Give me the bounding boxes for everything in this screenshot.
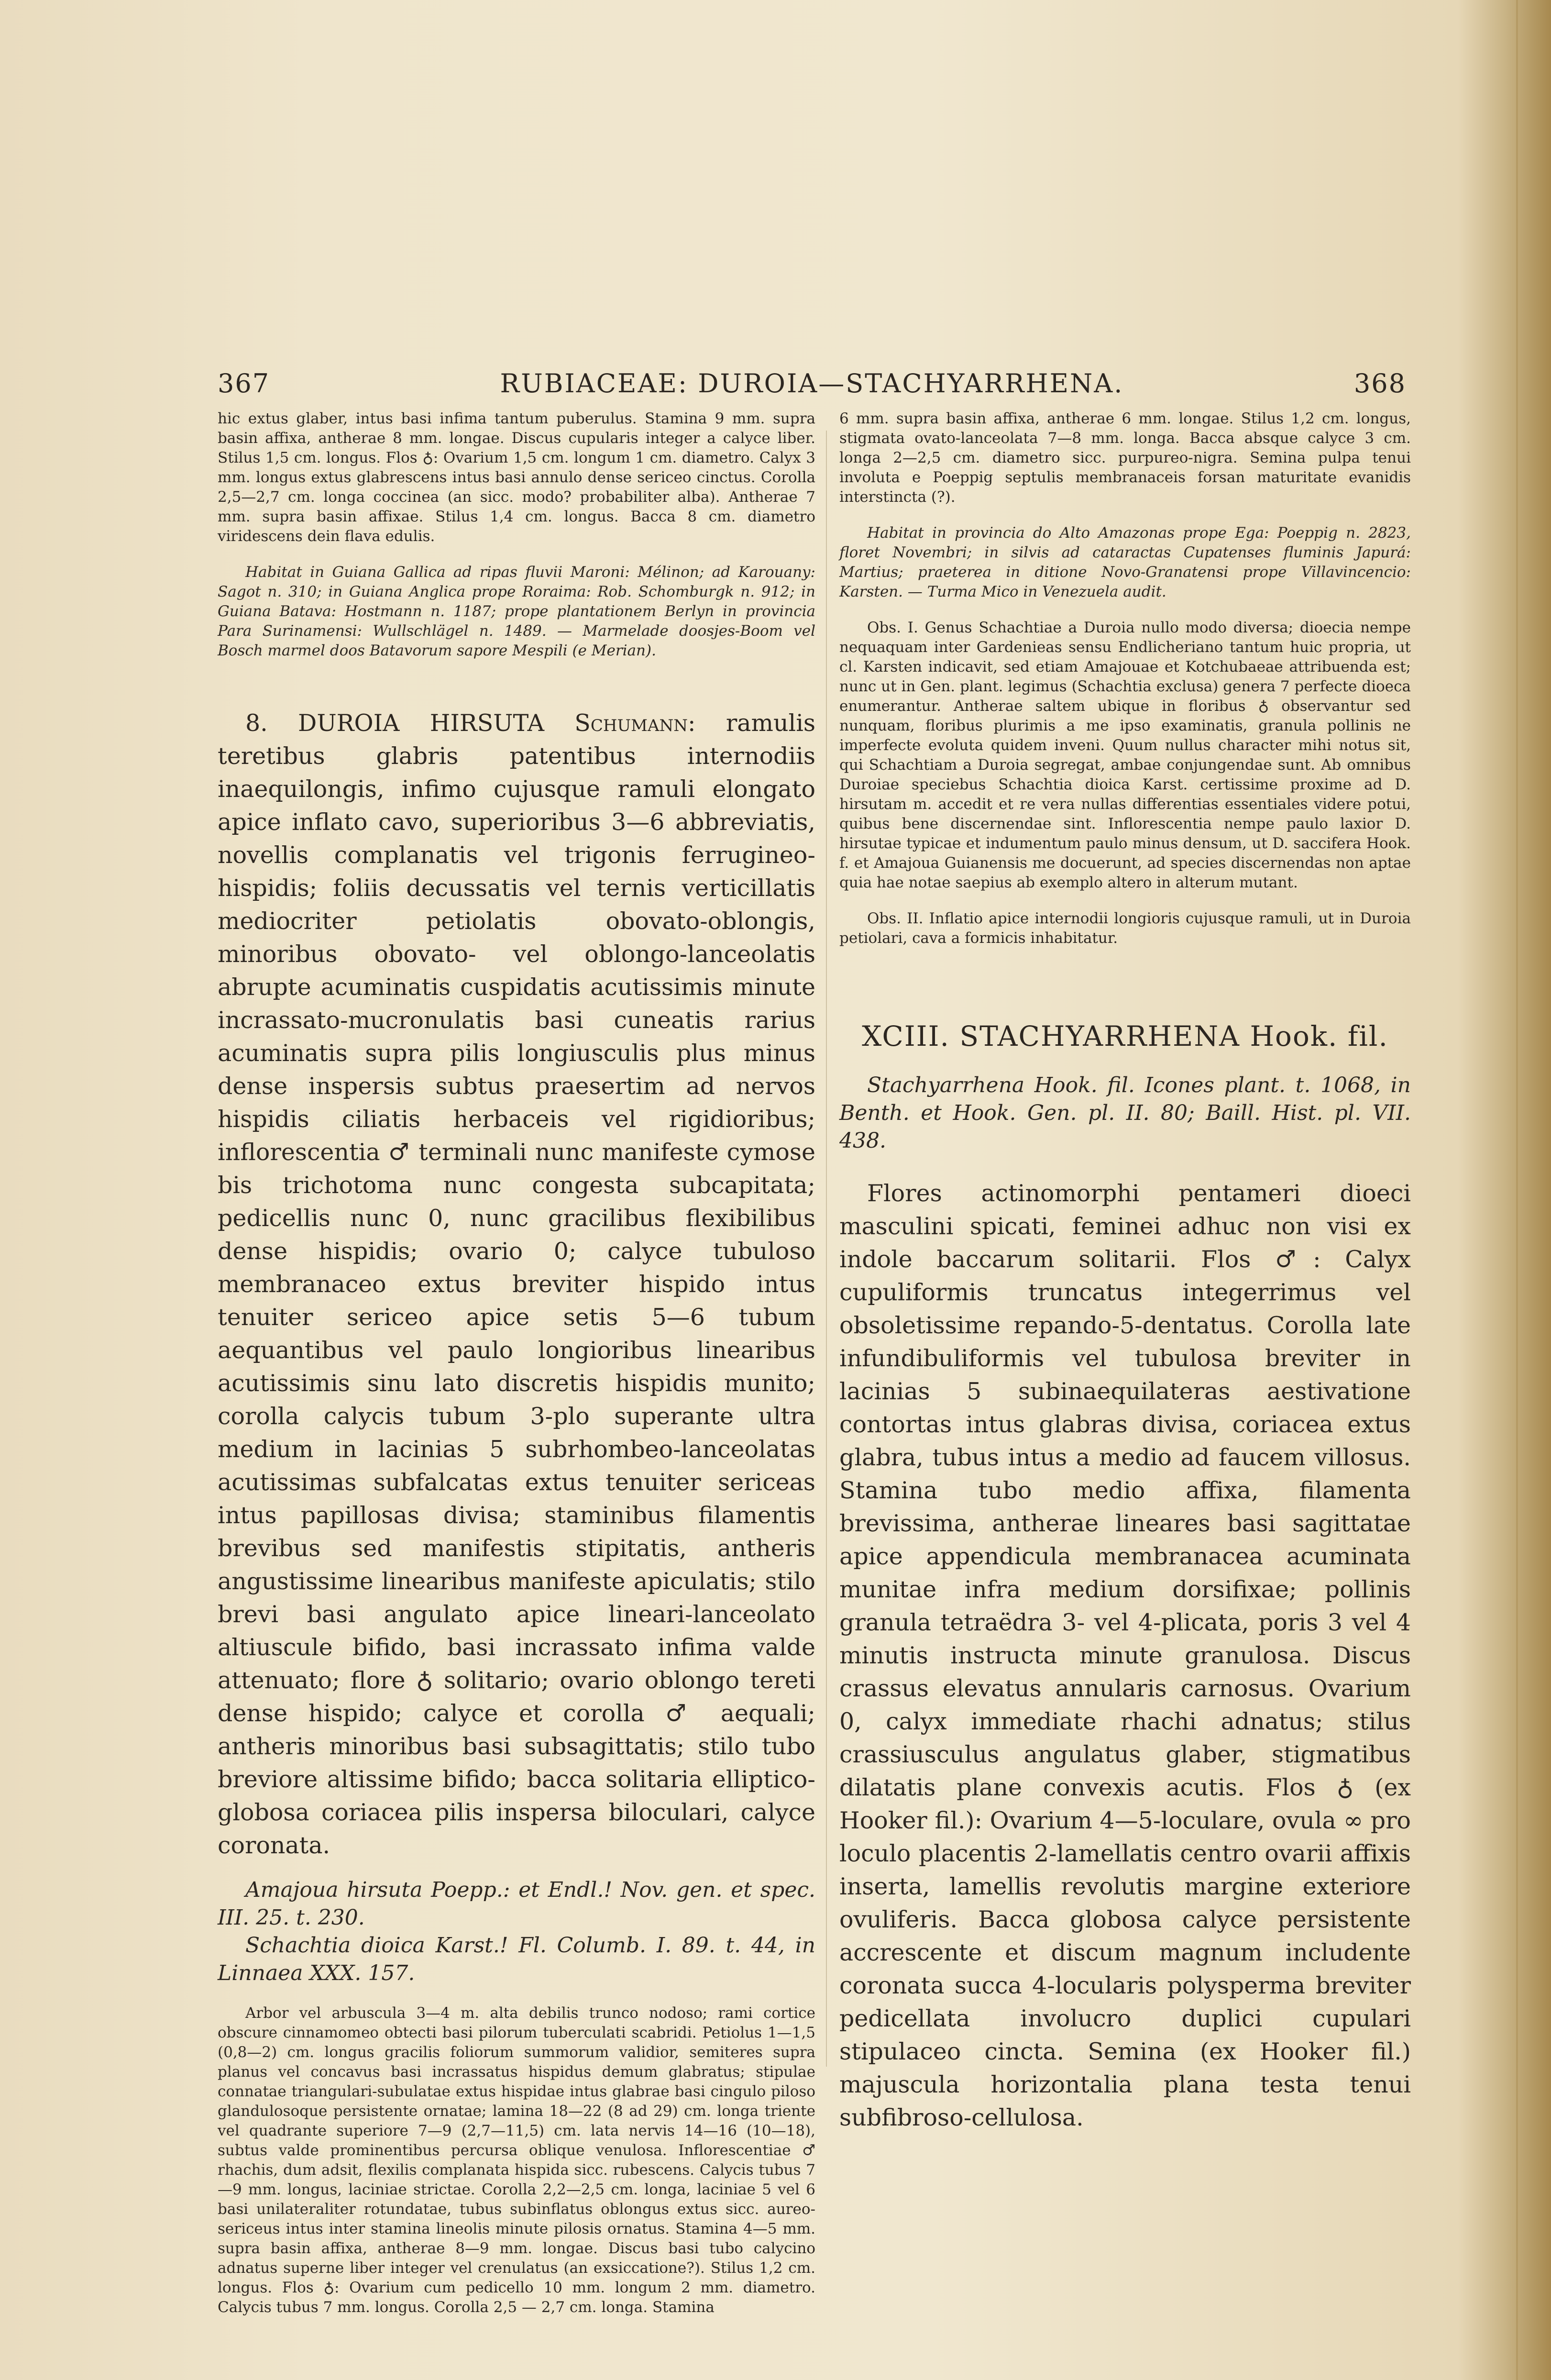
species-paragraph bbox=[218, 707, 815, 1862]
synonym-amajoua: Amajoua hirsuta Poepp.: et Endl.! Nov. gen. et spec. III. 25. t. 230. bbox=[218, 1878, 815, 1930]
running-header bbox=[218, 364, 1406, 407]
genus-description: Flores actinomorphi pentameri dioeci masculini spicati, feminei adhuc non visi ex indole baccarum solitarii. Flos ♂: Calyx cupuliformis truncatus integerrimus vel obsoletissime repando-5-dentatus. Corolla late infundibuliformis vel tubulosa breviter in lacinias 5 subinaequilateras aestivatione contortas intus glabras divisa, coriacea extus glabra, tubus intus a medio ad faucem villosus. Stamina tubo medio affixa, filamenta brevissima, antherae lineares basi sagittatae apice appendicula membranacea acuminata munitae infra medium dorsifixae; pollinis granula tetraëdra 3- vel 4-plicata, poris 3 vel 4 minutis instructa minute granulosa. Discus crassus elevatus annularis carnosus. Ovarium 0, calyx immediate rhachi adnatus; stilus crassiusculus angulatus glaber, stigmatibus dilatatis plane convexis acutis. Flos ♁ (ex Hooker fil.): Ovarium 4—5-loculare, ovula ∞ pro loculo placentis 2-lamellatis centro ovarii affixis inserta, lamellis revolutis margine exteriore ovuliferis. Bacca globosa calyce persistente accrescente et discum magnum includente coronata succa 4-locularis polysperma breviter pedicellata involucro duplici cupulari stipulaceo cincta. Semina (ex Hooker fil.) majuscula horizontalia plana testa tenui subfibroso-cellulosa. bbox=[839, 1180, 1411, 2131]
observation-1: Obs. I. Genus Schachtiae a Duroia nullo modo diversa; dioecia nempe nequaquam inter Gardenieas sensu Endlicheriano tantum huic propria, ut cl. Karsten indicavit, sed etiam Amajouae et Kotchubaeae attribuenda est; nunc ut in Gen. plant. legimus (Schachtia exclusa) genera 7 perfecte dioeca enumerantur. Antherae saltem ubique in floribus ♁ observantur sed nunquam, floribus plurimis a me ipso examinatis, granula pollinis ne imperfecte evoluta quidem inveni. Quum nullus character mihi notus sit, qui Schachtiam a Duroia segregat, ambae conjungendae sunt. Ab omnibus Duroiae speciebus Schachtia dioica Karst. certissime proxime ad D. hirsutam m. accedit et re vera nullas differentias essentiales videre potui, quibus bene discernendae sint. Inflorescentia nempe paulo laxior D. hirsutae typicae et indumentum paulo minus densum, ut D. saccifera Hook. f. et Amajoua Guianensis me docuerunt, ad species discernendas non aptae quia hae notae saepius ab exemplo altero in alterum mutant. bbox=[839, 619, 1411, 891]
synonym-schachtia: Schachtia dioica Karst.! Fl. Columb. I. 89. t. 44, in Linnaea XXX. 157. bbox=[218, 1933, 815, 1985]
column-divider bbox=[826, 431, 827, 2067]
species-description: ramulis teretibus glabris patentibus internodiis inaequilongis, infimo cujusque ramuli elongato apice inflato cavo, superioribus 3—6 abbreviatis, novellis complanatis vel trigonis ferrugineo-hispidis; foliis decussatis vel ternis verticillatis mediocriter petiolatis obovato-oblongis, minoribus obovato- vel oblongo-lanceolatis abrupte acuminatis cuspidatis acutissimis minute incrassato-mucronulatis basi cuneatis rarius acuminatis supra pilis longiusculis plus minus dense inspersis subtus praesertim ad nervos hispidis ciliatis herbaceis vel rigidioribus; inflorescentia ♂ terminali nunc manifeste cymose bis trichotoma nunc congesta subcapitata; pedicellis nunc 0, nunc gracilibus flexibilibus dense hispidis; ovario 0; calyce tubuloso membranaceo extus breviter hispido intus tenuiter sericeo apice setis 5—6 tubum aequantibus vel paulo longioribus linearibus acutissimis sinu lato discretis hispidis munito; corolla calycis tubum 3-plo superante ultra medium in lacinias 5 subrhombeo-lanceolatas acutissimas subfalcatas extus tenuiter sericeas intus papillosas divisa; staminibus filamentis brevibus sed manifestis stipitatis, antheris angustissime linearibus manifeste apiculatis; stilo brevi basi angulato apice lineari-lanceolato altiuscule bifido, basi incrassato infima valde attenuato; flore ♁ solitario; ovario oblongo tereti dense hispido; calyce et corolla ♂ aequali; antheris minoribus basi subsagittatis; stilo tubo breviore altissime bifido; bacca solitaria elliptico-globosa coriacea pilis inspersa biloculari, calyce coronata. bbox=[218, 709, 816, 1859]
page-edge bbox=[1516, 0, 1518, 2380]
running-title: RUBIACEAE: DUROIA—STACHYARRHENA. bbox=[500, 368, 1124, 399]
habitat-paragraph: Habitat in Guiana Gallica ad ripas fluvii Maroni: Mélinon; ad Karouany: Sagot n. 310; in Guiana Anglica prope Roraima: Rob. Schomburgk n. 912; in Guiana Batava: Hostmann n. 1187; prope plantationem Berlyn in provincia Para Surinamensi: Wullschlägel n. 1489. — Marmelade doosjes-Boom vel Bosch marmel doos Batavorum sapore Mespili (e Merian). bbox=[218, 564, 815, 659]
arbor-description: Arbor vel arbuscula 3—4 m. alta debilis trunco nodoso; rami cortice obscure cinnamomeo obtecti basi pilorum tuberculati scabridi. Petiolus 1—1,5 (0,8—2) cm. longus gracilis foliorum summorum validior, semiteres supra planus vel concavus basi incrassatus hispidus demum glabratus; stipulae connatae triangulari-subulatae extus hispidae intus glabrae basi cingulo piloso glandulosoque persistente ornatae; lamina 18—22 (8 ad 29) cm. longa triente vel quadrante superiore 7—9 (2,7—11,5) cm. lata nervis 14—16 (10—18), subtus valde prominentibus percursa oblique venulosa. Inflorescentiae ♂ rhachis, dum adsit, flexilis complanata hispida sicc. rubescens. Calycis tubus 7—9 mm. longus, laciniae strictae. Corolla 2,2—2,5 cm. longa, laciniae 5 vel 6 basi unilateraliter rotundatae, tubus subinflatus oblongus extus sicc. aureo-sericeus intus inter stamina lineolis minute pilosis ornatus. Stamina 4—5 mm. supra basin affixa, antherae 8—9 mm. longae. Discus basi tubo calycino adnatus superne liber integer vel crenulatus (an exsiccatione?). Stilus 1,2 cm. longus. Flos ♁: Ovarium cum pedicello 10 mm. longum 2 mm. diametro. Calycis tubus 7 mm. longus. Corolla 2,5 — 2,7 cm. longa. Stamina bbox=[218, 2004, 815, 2316]
right-column bbox=[839, 409, 1411, 2134]
page-number-right: 368 bbox=[1353, 368, 1406, 399]
description-continued: hic extus glaber, intus basi infima tantum puberulus. Stamina 9 mm. supra basin affixa, antherae 8 mm. longae. Discus cupularis integer a calyce liber. Stilus 1,5 cm. longus. Flos ♁: Ovarium 1,5 cm. longum 1 cm. diametro. Calyx 3 mm. longus extus glabrescens intus basi annulo dense sericeo cinctus. Corolla 2,5—2,7 cm. longa coccinea (an sicc. modo? probabiliter alba). Antherae 7 mm. supra basin affixae. Stilus 1,4 cm. longus. Bacca 8 cm. diametro viridescens dein flava edulis. bbox=[218, 410, 815, 545]
synonymy bbox=[218, 1876, 815, 1987]
genus-reference: Stachyarrhena Hook. fil. Icones plant. t. 1068, in Benth. et Hook. Gen. pl. II. 80; Baill. Hist. pl. VII. 438. bbox=[839, 1073, 1411, 1153]
left-column bbox=[218, 409, 815, 2317]
habitat-paragraph-right: Habitat in provincia do Alto Amazonas prope Ega: Poeppig n. 2823, floret Novembri; in silvis ad cataractas Cupatenses fluminis Japurá: Martius; praeterea in ditione Novo-Granatensi prope Villavincencio: Karsten. — Turma Mico in Venezuela audit. bbox=[839, 524, 1411, 600]
description-continued-right: 6 mm. supra basin affixa, antherae 6 mm. longae. Stilus 1,2 cm. longus, stigmata ovato-lanceolata 7—8 mm. longa. Bacca absque calyce 3 cm. longa 2—2,5 cm. diametro sicc. purpureo-nigra. Semina pulpa tenui involuta e Poeppig septulis membranaceis forsan maturitate evanidis interstincta (?). bbox=[839, 410, 1411, 506]
species-heading: 8. DUROIA HIRSUTA Schumann: bbox=[245, 709, 696, 737]
observation-2: Obs. II. Inflatio apice internodii longioris cujusque ramuli, ut in Duroia petiolari, cava a formicis inhabitatur. bbox=[839, 910, 1411, 947]
genus-heading: XCIII. STACHYARRHENA Hook. fil. bbox=[862, 1020, 1388, 1052]
page-number-left: 367 bbox=[218, 368, 270, 399]
